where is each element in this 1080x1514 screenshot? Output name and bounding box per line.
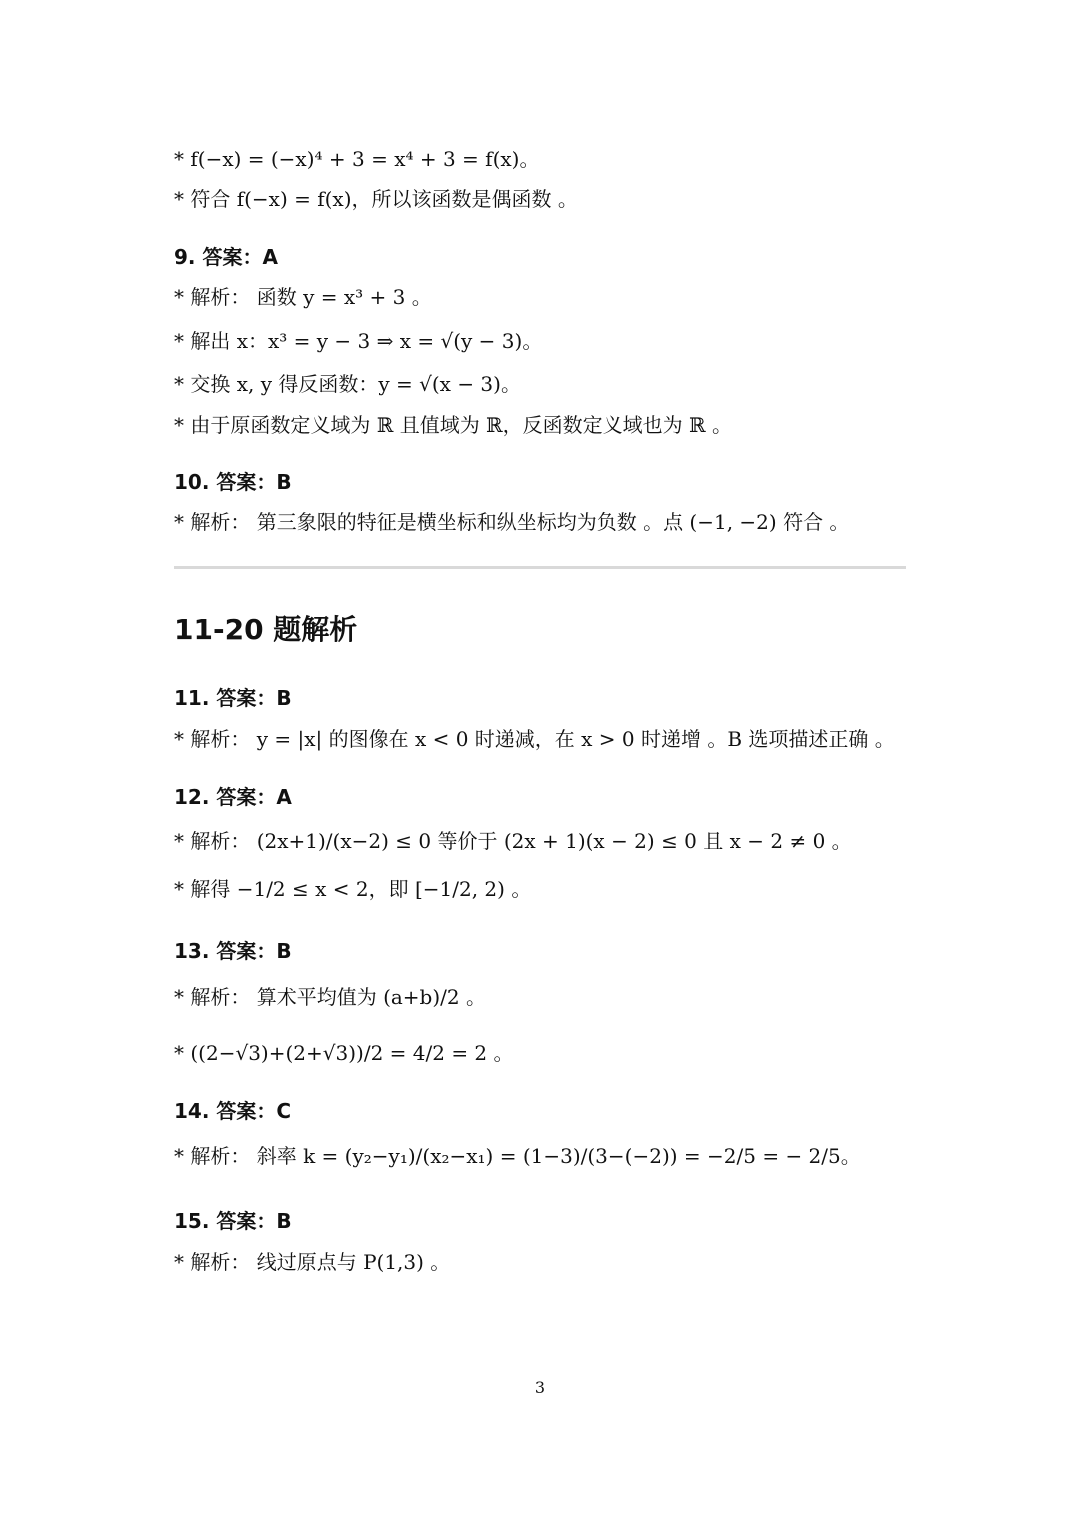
answer-heading: 13. 答案：B [174,939,292,963]
answer-heading: 11. 答案：B [174,686,292,710]
answer-heading: 9. 答案：A [174,245,278,269]
answer-heading: 10. 答案：B [174,470,292,494]
text-line: * 交换 x, y 得反函数：y = √(x − 3)。 [174,372,521,396]
text-line: * 符合 f(−x) = f(x)，所以该函数是偶函数 。 [174,187,578,211]
text-line: * 解得 −1/2 ≤ x < 2，即 [−1/2, 2) 。 [174,877,532,901]
text-line: * f(−x) = (−x)⁴ + 3 = x⁴ + 3 = f(x)。 [174,147,540,171]
page-number: 3 [534,1378,546,1397]
section-title: 11-20 题解析 [174,613,358,646]
text-line: * 解析： 算术平均值为 (a+b)/2 。 [174,985,486,1009]
text-line: * 由于原函数定义域为 ℝ 且值域为 ℝ，反函数定义域也为 ℝ 。 [174,413,733,437]
answer-heading: 12. 答案：A [174,785,292,809]
text-line: * 解出 x：x³ = y − 3 ⇒ x = √(y − 3)。 [174,329,543,353]
text-line: * 解析： 斜率 k = (y₂−y₁)/(x₂−x₁) = (1−3)/(3−(−2)) = −2/5 = − 2/5。 [174,1144,861,1168]
text-line: * 解析： (2x+1)/(x−2) ≤ 0 等价于 (2x + 1)(x − 2) ≤ 0 且 x − 2 ≠ 0 。 [174,829,852,853]
text-line: * 解析： 函数 y = x³ + 3 。 [174,285,432,309]
text-line: * 解析： y = |x| 的图像在 x < 0 时递减，在 x > 0 时递增 。B 选项描述正确 。 [174,727,895,751]
answer-heading: 15. 答案：B [174,1209,292,1233]
divider [174,566,906,569]
text-line: * 解析： 线过原点与 P(1,3) 。 [174,1250,451,1274]
text-line: * ((2−√3)+(2+√3))/2 = 4/2 = 2 。 [174,1041,514,1065]
text-line: * 解析： 第三象限的特征是横坐标和纵坐标均为负数 。点 (−1, −2) 符合 。 [174,510,850,534]
answer-heading: 14. 答案：C [174,1099,292,1123]
